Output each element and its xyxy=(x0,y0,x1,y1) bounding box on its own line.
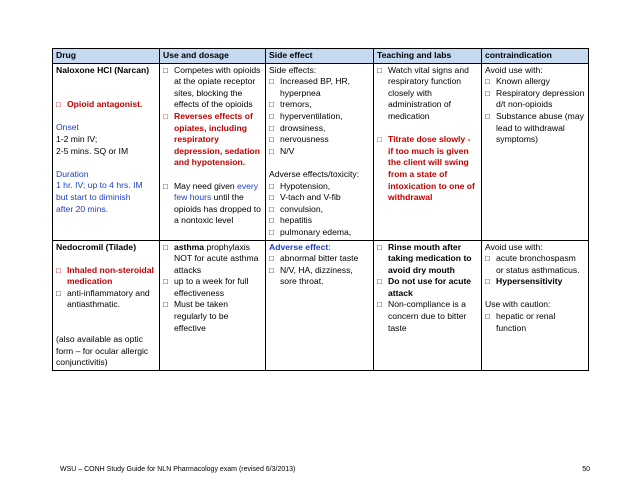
list-item: □ Respiratory depression d/t non-opioids xyxy=(485,88,585,111)
duration-label: Duration xyxy=(56,168,89,179)
avoid-title: Avoid use with: xyxy=(485,241,543,252)
list-item: □ drowsiness, xyxy=(269,123,370,135)
adverse-title: Adverse effects/toxicity: xyxy=(269,168,360,179)
drug-name: Naloxone HCl (Narcan) xyxy=(56,64,150,75)
header-drug: Drug xyxy=(53,49,160,64)
table-row xyxy=(53,63,589,240)
page-footer xyxy=(60,466,590,473)
page-number: 50 xyxy=(582,466,590,473)
onset-label: Onset xyxy=(56,122,79,133)
list-item: □ asthma prophylaxis NOT for acute asthma attacks xyxy=(163,242,262,277)
duration-line-1: 1 hr. IV; up to 4 hrs. IM xyxy=(56,180,143,191)
list-item: □ Known allergy xyxy=(485,76,585,88)
list-item: □ pulmonary edema, xyxy=(269,227,370,239)
list-item: □ Must be taken regularly to be effective xyxy=(163,299,262,334)
list-item: □ convulsion, xyxy=(269,204,370,216)
caution-title: Use with caution: xyxy=(485,299,551,310)
duration-line-3: after 20 mins. xyxy=(56,203,109,214)
list-item: □ Increased BP, HR, hyperpnea xyxy=(269,76,370,99)
nedocromil-teaching-cell xyxy=(374,240,482,370)
onset-iv: 1-2 min IV; xyxy=(56,133,98,144)
list-item: □ Hypersensitivity xyxy=(485,276,585,288)
list-item: □ hepatic or renal function xyxy=(485,311,585,334)
nedocromil-side-cell xyxy=(266,240,374,370)
footer-text: WSU – CONH Study Guide for NLN Pharmacology exam (revised 6/3/2013) xyxy=(60,466,296,473)
list-item: □ Hypotension, xyxy=(269,181,370,193)
list-item: □ V-tach and V-fib xyxy=(269,192,370,204)
list-item: □ anti-inflammatory and antiasthmatic. xyxy=(56,288,156,311)
list-item: □ Substance abuse (may lead to withdrawal symptoms) xyxy=(485,111,585,146)
list-item: □ acute bronchospasm or status asthmaticus. xyxy=(485,253,585,276)
list-item: □ up to a week for full effectiveness xyxy=(163,276,262,299)
drug-table xyxy=(52,48,589,371)
drug-class: □ Opioid antagonist. xyxy=(56,99,156,111)
nedocromil-contra-cell xyxy=(482,240,589,370)
list-item: □ hepatitis xyxy=(269,215,370,227)
list-item: □ nervousness xyxy=(269,134,370,146)
list-item: □ Titrate dose slowly - if too much is given the client will swing from a state of intoxication to one of withdrawal xyxy=(377,134,478,204)
adverse-title: Adverse effect: xyxy=(269,241,331,252)
list-item: □ Non-compliance is a concern due to bitter taste xyxy=(377,299,478,334)
list-item: □ Reverses effects of opiates, including respiratory depression, sedation and hypotension. xyxy=(163,111,262,169)
list-item: □ hyperventilation, xyxy=(269,111,370,123)
onset-sq: 2-5 mins. SQ or IM xyxy=(56,145,129,156)
table-header-row xyxy=(53,49,589,64)
list-item: □ Inhaled non-steroidal medication xyxy=(56,265,156,288)
list-item: □ N/V, HA, dizziness, sore throat. xyxy=(269,265,370,288)
list-item: □ May need given every few hours until the opioids has dropped to a nontoxic level xyxy=(163,181,262,227)
side-effects-title: Side effects: xyxy=(269,64,317,75)
list-item: □ N/V xyxy=(269,146,370,158)
naloxone-side-cell xyxy=(266,63,374,240)
header-side-effect: Side effect xyxy=(266,49,374,64)
list-item: □ Do not use for acute attack xyxy=(377,276,478,299)
naloxone-teaching-cell xyxy=(374,63,482,240)
list-item: □ Competes with opioids at the opiate receptor sites, blocking the effects of the opioids xyxy=(163,65,262,111)
list-item: □ abnormal bitter taste xyxy=(269,253,370,265)
list-item: □ Watch vital signs and respiratory function closely with administration of medication xyxy=(377,65,478,123)
naloxone-contra-cell xyxy=(482,63,589,240)
header-use-dosage: Use and dosage xyxy=(160,49,266,64)
drug-note: (also available as optic form – for ocular allergic conjunctivitis) xyxy=(56,334,149,368)
list-item: □ Rinse mouth after taking medication to avoid dry mouth xyxy=(377,242,478,277)
avoid-title: Avoid use with: xyxy=(485,64,543,75)
drug-name: Nedocromil (Tilade) xyxy=(56,241,137,252)
header-teaching-labs: Teaching and labs xyxy=(374,49,482,64)
header-contraindication: contraindication xyxy=(482,49,589,64)
list-item: □ tremors, xyxy=(269,99,370,111)
naloxone-drug-cell xyxy=(53,63,160,240)
nedocromil-use-cell xyxy=(160,240,266,370)
naloxone-use-cell xyxy=(160,63,266,240)
nedocromil-drug-cell xyxy=(53,240,160,370)
table-row xyxy=(53,240,589,370)
duration-line-2: but start to diminish xyxy=(56,191,131,202)
